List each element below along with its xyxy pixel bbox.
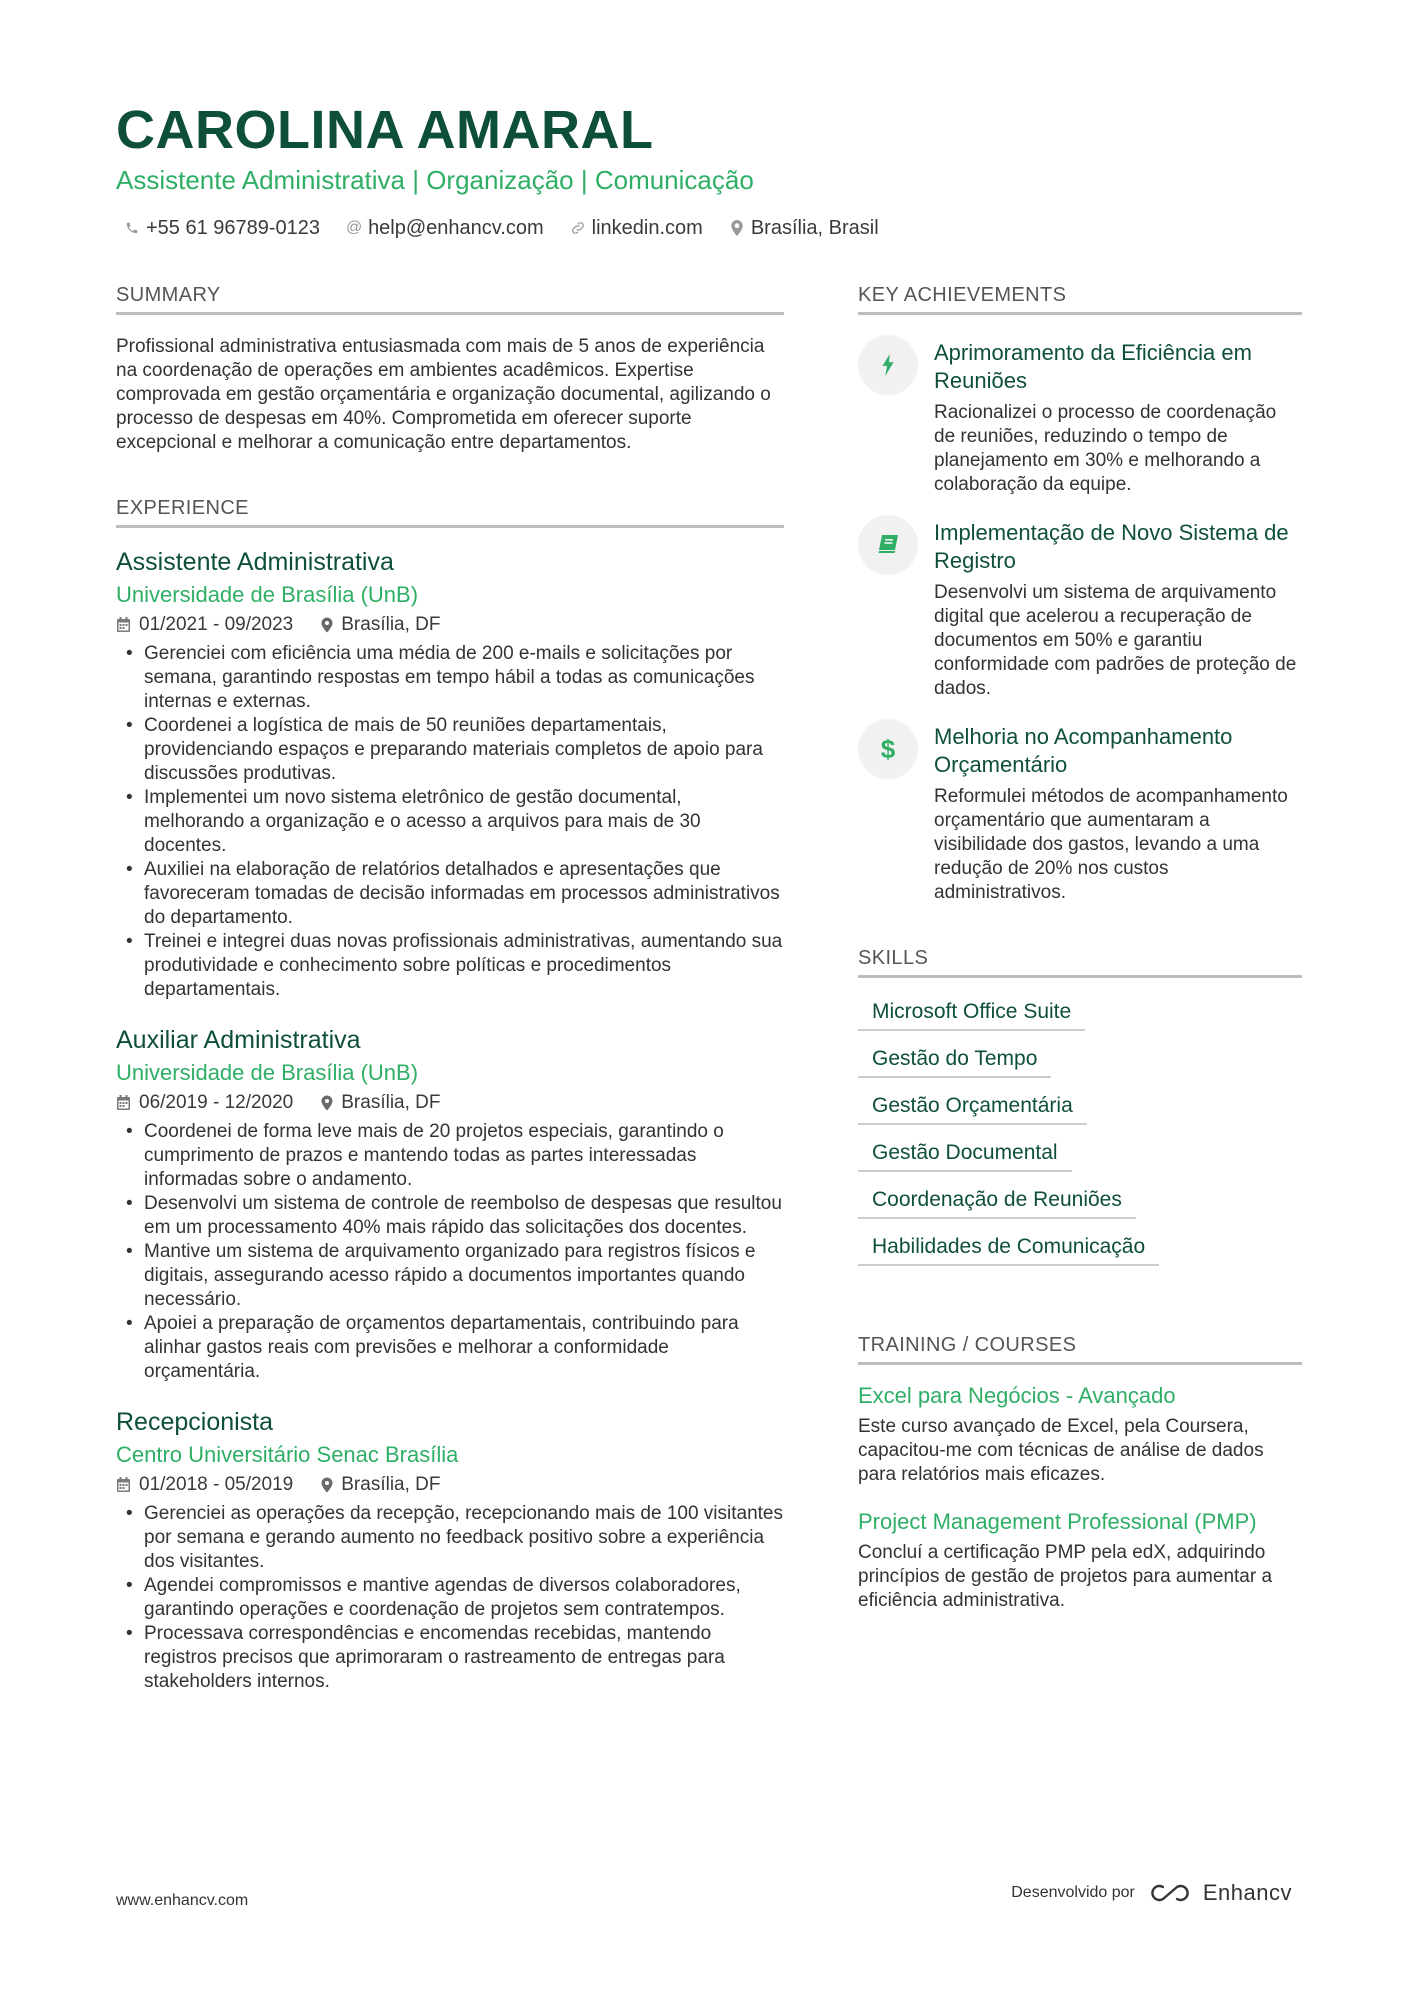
course-title: Project Management Professional (PMP) xyxy=(858,1509,1257,1534)
job-bullet: • Coordenei de forma leve mais de 20 projetos especiais, garantindo o cumprimento de prazos e mantendo todas as partes interessadas informadas sobre o andamento. xyxy=(116,1120,784,1192)
course-desc: Este curso avançado de Excel, pela Coursera, capacitou-me com técnicas de análise de dados para relatórios mais eficazes. xyxy=(858,1416,1264,1485)
skill-tag: Gestão do Tempo xyxy=(858,1045,1051,1078)
experience-item xyxy=(116,1024,784,1384)
job-dates: 01/2018 - 05/2019 xyxy=(139,1474,294,1495)
location-icon xyxy=(321,1095,333,1111)
job-bullet: • Apoiei a preparação de orçamentos departamentais, contribuindo para alinhar gastos reais com previsões e melhorar a conformidade orçamentária. xyxy=(116,1312,784,1384)
achievement-title: Implementação de Novo Sistema de Registro xyxy=(934,520,1289,573)
job-title: Assistente Administrativa xyxy=(116,548,394,576)
brand-name: Enhancv xyxy=(1202,1880,1292,1905)
job-bullet: • Gerenciei as operações da recepção, recepcionando mais de 100 visitantes por semana e gerando aumento no feedback positivo sobre a experiência dos visitantes. xyxy=(116,1502,784,1574)
location-icon xyxy=(321,1477,333,1493)
job-bullet: • Implementei um novo sistema eletrônico de gestão documental, melhorando a organização e o acesso a arquivos para mais de 30 docentes. xyxy=(116,786,784,858)
job-bullet: • Auxiliei na elaboração de relatórios detalhados e apresentações que favoreceram tomadas de decisão informadas em processos administrativos do departamento. xyxy=(116,858,784,930)
job-bullet: • Agendei compromissos e mantive agendas de diversos colaboradores, garantindo operações e coordenação de projetos sem contratempos. xyxy=(116,1574,784,1622)
achievement-desc: Desenvolvi um sistema de arquivamento digital que acelerou a recuperação de documentos em 50% e garantiu conformidade com padrões de proteção de dados. xyxy=(934,582,1297,699)
contact-location-text: Brasília, Brasil xyxy=(750,217,879,239)
job-bullet: • Desenvolvi um sistema de controle de reembolso de despesas que resultou em um processamento 40% mais rápido das solicitações dos docentes. xyxy=(116,1192,784,1240)
job-meta xyxy=(116,612,784,638)
contact-email-text: help@enhancv.com xyxy=(368,217,544,239)
job-meta xyxy=(116,1472,784,1498)
experience-item xyxy=(116,1406,784,1694)
candidate-headline: Assistente Administrativa | Organização | Comunicação xyxy=(116,165,754,195)
calendar-icon xyxy=(116,1095,131,1111)
achievement-item xyxy=(858,723,1302,905)
contact-email[interactable] xyxy=(346,214,544,242)
job-bullets xyxy=(116,1120,784,1384)
job-bullets xyxy=(116,642,784,1002)
job-company: Centro Universitário Senac Brasília xyxy=(116,1442,459,1467)
achievement-item xyxy=(858,339,1302,497)
skill-tag: Microsoft Office Suite xyxy=(858,998,1085,1031)
job-bullet: • Mantive um sistema de arquivamento organizado para registros físicos e digitais, assegurando acesso rápido a documentos importantes quando necessário. xyxy=(116,1240,784,1312)
skills-heading: SKILLS xyxy=(858,945,1302,978)
calendar-icon xyxy=(116,1477,131,1493)
right-column xyxy=(858,282,1302,1613)
contact-linkedin[interactable] xyxy=(570,214,703,242)
job-location-text: Brasília, DF xyxy=(341,614,441,635)
skill-tag: Gestão Documental xyxy=(858,1139,1072,1172)
skill-tag: Gestão Orçamentária xyxy=(858,1092,1087,1125)
job-bullet: • Coordenei a logística de mais de 50 reuniões departamentais, providenciando espaços e preparando materiais completos de apoio para discussões produtivas. xyxy=(116,714,784,786)
book-icon xyxy=(858,515,918,575)
achievement-body xyxy=(934,339,1302,497)
job-dates: 01/2021 - 09/2023 xyxy=(139,614,294,635)
enhancv-logo-icon xyxy=(1147,1881,1193,1905)
achievements-section xyxy=(858,282,1302,905)
link-icon xyxy=(570,220,586,236)
achievement-body xyxy=(934,723,1302,905)
location-icon xyxy=(321,617,333,633)
course-item xyxy=(858,1507,1302,1613)
contact-bar xyxy=(124,214,879,242)
training-section xyxy=(858,1332,1302,1613)
summary-text: Profissional administrativa entusiasmada com mais de 5 anos de experiência na coordenação de operações em ambientes acadêmicos. Expertise comprovada em gestão orçamentária e organização documental, agilizando o processo de despesas em 40%. Comprometida em oferecer suporte excepcional e melhorar a comunicação entre departamentos. xyxy=(116,336,771,453)
job-title: Auxiliar Administrativa xyxy=(116,1026,361,1054)
footer-branding xyxy=(1011,1880,1292,1906)
job-bullet: • Processava correspondências e encomendas recebidas, mantendo registros precisos que aprimoraram o rastreamento de entregas para stakeholders internos. xyxy=(116,1622,784,1694)
summary-heading: SUMMARY xyxy=(116,282,784,315)
job-company: Universidade de Brasília (UnB) xyxy=(116,582,419,607)
footer-website[interactable]: www.enhancv.com xyxy=(116,1892,249,1909)
job-location xyxy=(321,612,440,638)
achievements-heading: KEY ACHIEVEMENTS xyxy=(858,282,1302,315)
powered-by-text: Desenvolvido por xyxy=(1011,1884,1135,1901)
candidate-name: CAROLINA AMARAL xyxy=(116,100,654,160)
contact-phone-text: +55 61 96789-0123 xyxy=(146,217,321,239)
job-bullet: • Treinei e integrei duas novas profissionais administrativas, aumentando sua produtividade e conhecimento sobre políticas e procedimentos departamentais. xyxy=(116,930,784,1002)
brand-logo[interactable] xyxy=(1147,1880,1292,1906)
job-title: Recepcionista xyxy=(116,1408,274,1436)
lightning-icon xyxy=(858,335,918,395)
achievement-desc: Reformulei métodos de acompanhamento orçamentário que aumentaram a visibilidade dos gastos, levando a uma redução de 20% nos custos administrativos. xyxy=(934,786,1288,903)
course-title: Excel para Negócios - Avançado xyxy=(858,1383,1176,1408)
course-item xyxy=(858,1381,1302,1487)
job-location xyxy=(321,1472,440,1498)
achievement-desc: Racionalizei o processo de coordenação de reuniões, reduzindo o tempo de planejamento em 30% e melhorando a colaboração da equipe. xyxy=(934,402,1277,495)
job-meta xyxy=(116,1090,784,1116)
at-icon: @ xyxy=(345,219,363,236)
achievement-body xyxy=(934,519,1302,701)
contact-location xyxy=(729,214,879,242)
experience-item xyxy=(116,546,784,1002)
achievement-title: Melhoria no Acompanhamento Orçamentário xyxy=(934,724,1233,777)
calendar-icon xyxy=(116,617,131,633)
job-bullet: • Gerenciei com eficiência uma média de 200 e-mails e solicitações por semana, garantindo respostas em tempo hábil a todas as comunicações internas e externas. xyxy=(116,642,784,714)
course-desc: Concluí a certificação PMP pela edX, adquirindo princípios de gestão de projetos para aumentar a eficiência administrativa. xyxy=(858,1542,1273,1611)
phone-icon xyxy=(124,221,140,235)
left-column xyxy=(116,282,784,1694)
experience-heading: EXPERIENCE xyxy=(116,495,784,528)
skills-section xyxy=(858,945,1302,1266)
job-location-text: Brasília, DF xyxy=(341,1092,441,1113)
skill-tag: Habilidades de Comunicação xyxy=(858,1233,1159,1266)
contact-phone xyxy=(124,214,320,242)
summary-section xyxy=(116,282,784,455)
dollar-icon: $ xyxy=(858,719,918,779)
achievement-title: Aprimoramento da Eficiência em Reuniões xyxy=(934,340,1252,393)
job-company: Universidade de Brasília (UnB) xyxy=(116,1060,419,1085)
location-icon xyxy=(729,220,745,236)
job-dates: 06/2019 - 12/2020 xyxy=(139,1092,294,1113)
skills-list xyxy=(858,998,1302,1266)
skill-tag: Coordenação de Reuniões xyxy=(858,1186,1136,1219)
contact-linkedin-text: linkedin.com xyxy=(591,217,703,239)
achievement-item xyxy=(858,519,1302,701)
job-location-text: Brasília, DF xyxy=(341,1474,441,1495)
job-location xyxy=(321,1090,440,1116)
job-bullets xyxy=(116,1502,784,1694)
experience-section xyxy=(116,495,784,1694)
training-heading: TRAINING / COURSES xyxy=(858,1332,1302,1365)
